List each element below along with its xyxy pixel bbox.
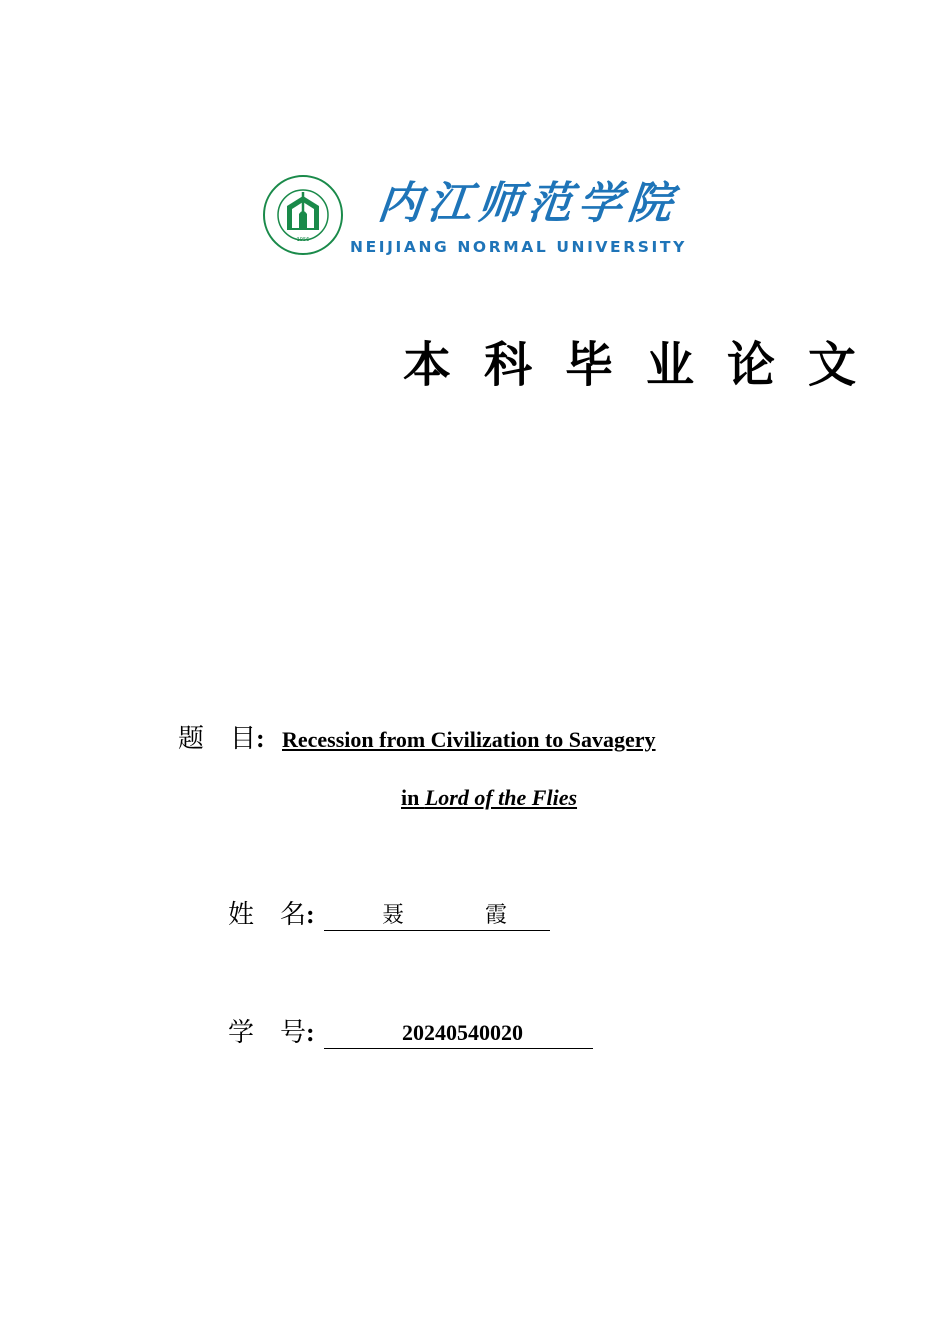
document-type-heading: 本科毕业论文 <box>403 337 890 393</box>
university-name-english: NEIJIANG NORMAL UNIVERSITY <box>350 238 687 256</box>
university-logo <box>262 172 732 258</box>
name-char-2: 霞 <box>485 902 508 927</box>
seal-year: 1956 <box>296 237 310 243</box>
student-id-colon: : <box>306 1018 315 1047</box>
thesis-title-line-2 <box>401 783 577 813</box>
thesis-title-prefix: in <box>401 785 425 810</box>
name-label <box>228 898 315 932</box>
university-seal-icon <box>262 174 344 256</box>
student-id-field <box>324 1018 593 1049</box>
university-name-chinese: 内江师范学院 <box>375 178 681 229</box>
name-field <box>324 900 550 931</box>
student-id-value: 20240540020 <box>402 1020 523 1045</box>
title-label <box>178 722 265 756</box>
name-label-text: 姓 名 <box>228 900 307 929</box>
thesis-title-book: Lord of the Flies <box>424 785 578 810</box>
student-id-label-text: 学 号 <box>228 1018 307 1047</box>
name-colon: : <box>306 900 315 929</box>
thesis-title-line-1: Recession from Civilization to Savagery <box>282 727 656 752</box>
title-label-text: 题 目 <box>178 724 257 753</box>
student-id-label <box>228 1016 315 1050</box>
title-colon: : <box>256 724 265 753</box>
name-char-1: 聂 <box>382 902 405 927</box>
